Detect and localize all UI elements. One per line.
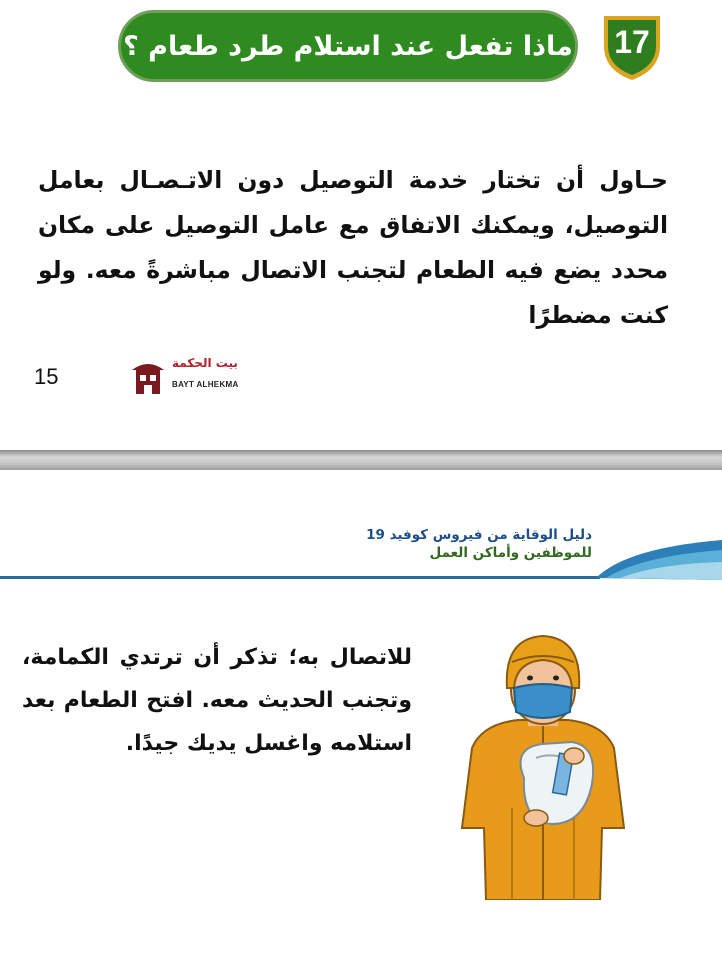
question-title-banner	[118, 10, 578, 82]
question-number: 17	[614, 24, 650, 60]
publisher-name-arabic: بيت الحكمة	[172, 356, 238, 370]
guide-header-subtitle: للموظفين وأماكن العمل	[429, 545, 592, 561]
publisher-name-english: BAYT ALHEKMA	[172, 380, 239, 389]
guide-header-title: دليل الوقاية من فيروس كوفيد 19	[366, 527, 592, 543]
question-title: ماذا تفعل عند استلام طرد طعام ؟	[123, 30, 573, 62]
page-separator	[0, 450, 722, 470]
delivery-worker-illustration-icon	[452, 628, 634, 900]
page-number: 15	[34, 364, 59, 389]
page1-paragraph: حـاول أن تختار خدمة التوصيل دون الاتـصـال بعامل التوصيل، ويمكنك الاتفاق مع عامل التوصيل على مكان محدد يضع فيه الطعام لتجنب الاتصال مباشرةً معه. ولو كنت مضطرًا	[38, 166, 668, 329]
guide-header	[366, 526, 592, 562]
header-rule	[0, 576, 600, 579]
page2-paragraph: للاتصال به؛ تذكر أن ترتدي الكمامة، وتجنب الحديث معه. افتح الطعام بعد استلامه واغسل يديك جيدًا.	[22, 645, 412, 756]
header-swoosh-icon	[596, 538, 722, 580]
